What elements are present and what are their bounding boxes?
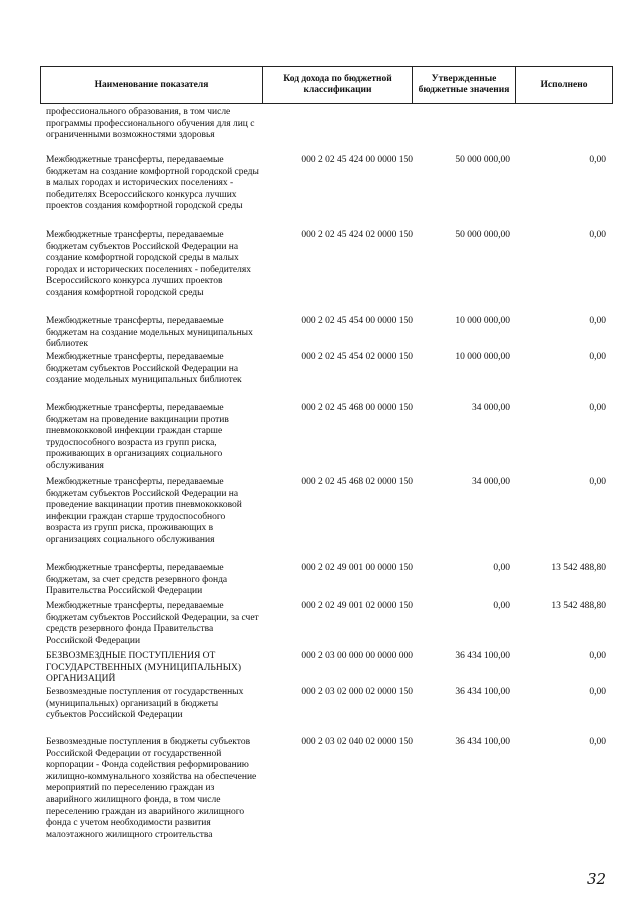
row-name: Межбюджетные трансферты, передаваемые бюджетам на создание комфортной городской среды в малых городах и исторических поселениях - победителях Всероссийского конкурса лучших проектов создания комфортной городской среды [46,155,259,212]
row-name: Межбюджетные трансферты, передаваемые бюджетам субъектов Российской Федерации на создание модельных муниципальных библиотек [46,352,242,386]
header-name-column: Наименование показателя [41,67,263,104]
row-approved: 36 434 100,00 [455,737,510,747]
row-approved: 34 000,00 [472,403,510,413]
header-code-column: Код дохода по бюджетной классификации [263,67,413,104]
row-executed: 0,00 [589,316,606,326]
row-executed: 0,00 [589,352,606,362]
row-name: Межбюджетные трансферты, передаваемые бюджетам субъектов Российской Федерации на создание комфортной городской среды в малых городах и исторических поселениях - победителях Всероссийского конкурса лучших проектов создания комфортной городской среды [46,230,252,298]
page-number: 32 [587,870,607,888]
header-executed-column: Исполнено [516,67,613,104]
row-name: Безвозмездные поступления в бюджеты субъектов Российской Федерации от государственной корпорации - Фонда содействия реформированию жилищно-коммунального хозяйства на обеспечение мероприятий по переселению граждан из аварийного жилищного фонда, в том числе переселению граждан из аварийного жилищного фонда с учетом необходимости развития малоэтажного жилищного строительства [46,737,257,840]
row-name: Межбюджетные трансферты, передаваемые бюджетам, за счет средств резервного фонда Правительства Российской Федерации [46,563,228,597]
row-executed: 13 542 488,80 [551,563,606,573]
row-approved: 50 000 000,00 [455,155,510,165]
row-code: 000 2 02 45 424 02 0000 150 [301,230,413,240]
row-executed: 0,00 [589,230,606,240]
row-code: 000 2 02 45 424 00 0000 150 [301,155,413,165]
row-approved: 0,00 [493,563,510,573]
table-header [40,66,613,104]
row-code: 000 2 03 00 000 00 0000 000 [301,651,413,661]
row-approved: 50 000 000,00 [455,230,510,240]
row-name: профессионального образования, в том числе программы профессионального обучения для лиц с ограниченными возможностями здоровья [46,107,255,141]
row-executed: 0,00 [589,155,606,165]
row-approved: 36 434 100,00 [455,651,510,661]
row-name: Межбюджетные трансферты, передаваемые бюджетам субъектов Российской Федерации, за счет средств резервного фонда Правительства Российской Федерации [46,601,259,646]
row-approved: 0,00 [493,601,510,611]
row-approved: 36 434 100,00 [455,687,510,697]
row-executed: 0,00 [589,687,606,697]
row-code: 000 2 03 02 040 02 0000 150 [301,737,413,747]
row-name: БЕЗВОЗМЕЗДНЫЕ ПОСТУПЛЕНИЯ ОТ ГОСУДАРСТВЕННЫХ (МУНИЦИПАЛЬНЫХ) ОРГАНИЗАЦИЙ [46,651,242,685]
row-approved: 34 000,00 [472,477,510,487]
row-code: 000 2 02 45 454 02 0000 150 [301,352,413,362]
row-code: 000 2 02 45 468 02 0000 150 [301,477,413,487]
row-name: Межбюджетные трансферты, передаваемые бюджетам на создание модельных муниципальных библиотек [46,316,253,350]
row-approved: 10 000 000,00 [455,352,510,362]
row-code: 000 2 02 49 001 00 0000 150 [301,563,413,573]
row-executed: 0,00 [589,477,606,487]
row-executed: 0,00 [589,737,606,747]
row-code: 000 2 02 49 001 02 0000 150 [301,601,413,611]
header-approved-column: Утвержденные бюджетные значения [413,67,516,104]
row-name: Межбюджетные трансферты, передаваемые бюджетам субъектов Российской Федерации на проведение вакцинации против пневмококковой инфекции граждан старше трудоспособного возраста из групп риска, проживающих в организациях социального обслуживания [46,477,242,545]
row-name: Межбюджетные трансферты, передаваемые бюджетам на проведение вакцинации против пневмококковой инфекции граждан старше трудоспособного возраста из групп риска, проживающих в организациях социального обслуживания [46,403,229,471]
row-executed: 13 542 488,80 [551,601,606,611]
row-executed: 0,00 [589,651,606,661]
row-code: 000 2 03 02 000 02 0000 150 [301,687,413,697]
row-code: 000 2 02 45 454 00 0000 150 [301,316,413,326]
row-approved: 10 000 000,00 [455,316,510,326]
row-name: Безвозмездные поступления от государственных (муниципальных) организаций в бюджеты субъектов Российской Федерации [46,687,244,721]
row-code: 000 2 02 45 468 00 0000 150 [301,403,413,413]
row-executed: 0,00 [589,403,606,413]
